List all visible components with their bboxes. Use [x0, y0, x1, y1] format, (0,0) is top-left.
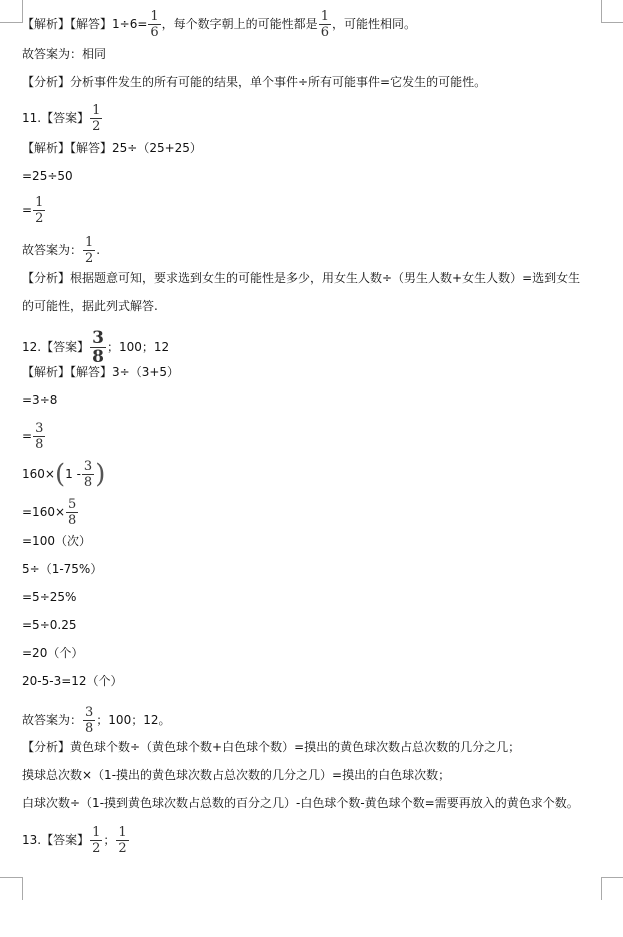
- q13-fraction-2: [116, 826, 128, 855]
- q10-fraction-2: [319, 10, 331, 39]
- denominator: 6: [150, 25, 159, 40]
- q11-fenxi-1: 【分析】根据题意可知，要求选到女生的可能性是多少，用女生人数÷（男生人数+女生人数）=选到女生: [22, 271, 581, 285]
- q11-final-answer: [22, 236, 100, 265]
- q12-step-4-prefix: 160×: [22, 467, 55, 481]
- crop-mark-top-left: [0, 0, 23, 23]
- q12-step-11: 20-5-3=12（个）: [22, 674, 123, 688]
- q11-answer-prefix: 故答案为：: [22, 243, 83, 257]
- q12-answer-fraction: [90, 330, 106, 365]
- left-paren: (: [54, 459, 66, 490]
- denominator: 8: [68, 513, 77, 528]
- q11-step-3: [22, 196, 46, 225]
- numerator: 3: [92, 328, 104, 348]
- crop-mark-top-right: [601, 0, 623, 23]
- q11-step-3-fraction: [33, 196, 45, 225]
- q12-step-4-fraction: [82, 460, 94, 489]
- q12-step-3-prefix: =: [22, 429, 33, 443]
- q11-step-1: 【解析】【解答】25÷（25+25）: [22, 141, 202, 155]
- denominator: 8: [92, 347, 104, 367]
- numerator: 3: [85, 705, 94, 720]
- q12-final-answer: [22, 706, 170, 735]
- q11-step-3-prefix: =: [22, 203, 33, 217]
- q10-analysis-mid: ，每个数字朝上的可能性都是: [161, 17, 318, 31]
- q10-fraction-1: [148, 10, 160, 39]
- q12-step-4-inner: 1 -: [65, 467, 81, 481]
- q12-step-1: 【解析】【解答】3÷（3+5）: [22, 365, 180, 379]
- q12-fenxi-3: 白球次数÷（1-摸到黄色球次数占总数的百分之几）-白色球个数-黄色球个数=需要再放入的黄色求个数。: [22, 796, 579, 810]
- denominator: 2: [35, 211, 44, 226]
- q12-step-4: [22, 460, 105, 489]
- q12-step-5-prefix: =160×: [22, 505, 66, 519]
- numerator: 3: [83, 459, 93, 474]
- q11-step-2: =25÷50: [22, 169, 73, 183]
- numerator: 1: [92, 103, 101, 118]
- q11-answer-fraction: [90, 104, 102, 133]
- numerator: 1: [92, 825, 101, 840]
- q12-step-5: [22, 498, 79, 527]
- q12-step-6: =100（次）: [22, 534, 91, 548]
- denominator: 2: [118, 841, 127, 856]
- numerator: 5: [68, 497, 77, 512]
- q12-label: 12.【答案】: [22, 340, 90, 354]
- numerator: 1: [320, 9, 329, 24]
- q13-fraction-1: [90, 826, 102, 855]
- q12-step-3: [22, 422, 46, 451]
- numerator: 1: [118, 825, 127, 840]
- q11-final-fraction: [83, 236, 95, 265]
- q13-separator: ；: [103, 833, 116, 847]
- q12-answer-line: [22, 330, 169, 365]
- q12-step-2: =3÷8: [22, 393, 58, 407]
- denominator: 8: [85, 721, 94, 736]
- denominator: 8: [83, 475, 93, 490]
- q11-fenxi-2: 的可能性，据此列式解答.: [22, 299, 158, 313]
- q12-step-10: =20（个）: [22, 646, 84, 660]
- q12-answer-prefix: 故答案为：: [22, 713, 83, 727]
- numerator: 1: [150, 9, 159, 24]
- q12-step-9: =5÷0.25: [22, 618, 77, 632]
- q10-analysis-line: [22, 10, 416, 39]
- q12-step-8: =5÷25%: [22, 590, 77, 604]
- q10-answer: 故答案为：相同: [22, 47, 107, 61]
- denominator: 2: [92, 119, 101, 134]
- q12-fenxi-1: 【分析】黄色球个数÷（黄色球个数+白色球个数）=摸出的黄色球次数占总次数的几分之几；: [22, 740, 521, 754]
- q12-answer-rest: ；100；12: [106, 340, 170, 354]
- q11-answer-end: .: [96, 243, 101, 257]
- numerator: 1: [85, 235, 94, 250]
- q13-answer-line: [22, 826, 130, 855]
- q13-label: 13.【答案】: [22, 833, 90, 847]
- q12-fenxi-2: 摸球总次数×（1-摸出的黄色球次数占总次数的几分之几）=摸出的白色球次数；: [22, 768, 451, 782]
- denominator: 8: [35, 437, 44, 452]
- denominator: 2: [85, 251, 94, 266]
- crop-mark-bottom-right: [601, 877, 623, 900]
- q12-step-5-fraction: [66, 498, 78, 527]
- q10-fenxi: 【分析】分析事件发生的所有可能的结果，单个事件÷所有可能事件=它发生的可能性。: [22, 75, 487, 89]
- q10-analysis-prefix: 【解析】【解答】1÷6=: [22, 17, 148, 31]
- q11-label: 11.【答案】: [22, 111, 90, 125]
- q10-analysis-end: ，可能性相同。: [331, 17, 416, 31]
- numerator: 3: [35, 421, 44, 436]
- denominator: 2: [92, 841, 101, 856]
- q12-answer-rest: ；100；12。: [96, 713, 171, 727]
- q12-step-3-fraction: [33, 422, 45, 451]
- q12-final-fraction: [83, 706, 95, 735]
- denominator: 6: [320, 25, 329, 40]
- crop-mark-bottom-left: [0, 877, 23, 900]
- right-paren: ): [95, 459, 106, 490]
- q11-answer-line: [22, 104, 103, 133]
- numerator: 1: [35, 195, 44, 210]
- q12-step-7: 5÷（1-75%）: [22, 562, 103, 576]
